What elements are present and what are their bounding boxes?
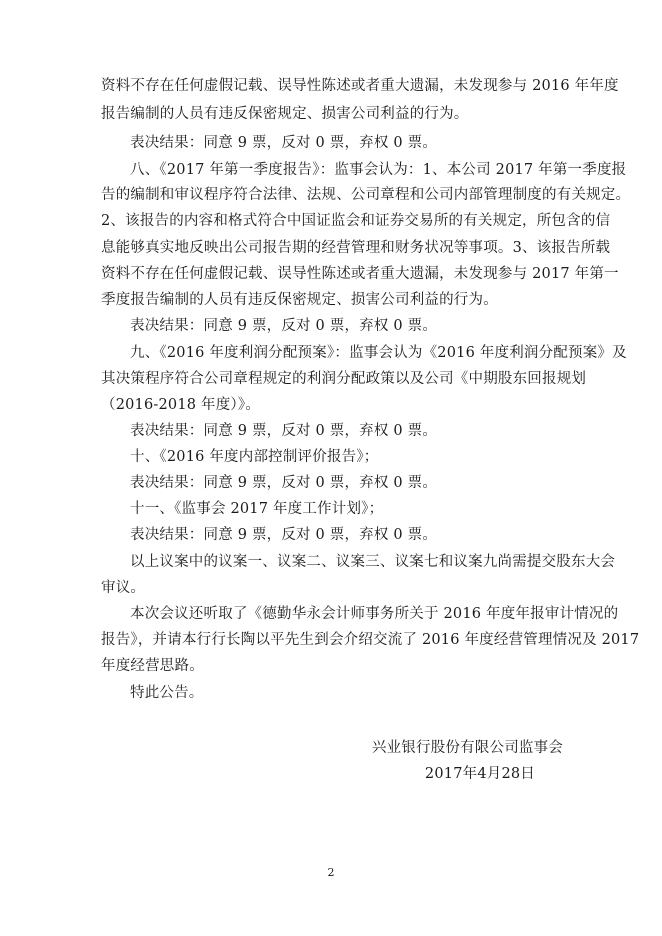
body-line: 审议。 [101, 580, 146, 596]
signature-organization: 兴业银行股份有限公司监事会 [371, 740, 563, 756]
body-line: 资料不存在任何虚假记载、误导性陈述或者重大遗漏，未发现参与 2017 年第一 [101, 266, 619, 282]
signature-date: 2017年4月28日 [424, 766, 535, 782]
shareholder-meeting-note: 以上议案中的议案一、议案二、议案三、议案七和议案九尚需提交股东大会 [130, 554, 616, 570]
vote-result: 表决结果：同意 9 票，反对 0 票，弃权 0 票。 [130, 475, 438, 491]
body-line: 2、该报告的内容和格式符合中国证监会和证券交易所的有关规定，所包含的信 [101, 213, 611, 229]
body-line: 其决策程序符合公司章程规定的利润分配政策以及公司《中期股东回报规划 [101, 371, 587, 387]
vote-result: 表决结果：同意 9 票，反对 0 票，弃权 0 票。 [130, 318, 438, 334]
body-line: 资料不存在任何虚假记载、误导性陈述或者重大遗漏，未发现参与 2016 年年度 [101, 78, 619, 94]
resolution-item-9: 九、《2016 年度利润分配预案》：监事会认为《2016 年度利润分配预案》及 [130, 345, 627, 361]
body-line: 年度经营思路。 [101, 658, 204, 674]
meeting-note: 本次会议还听取了《德勤华永会计师事务所关于 2016 年度年报审计情况的 [130, 606, 619, 622]
body-line: 报告》，并请本行行长陶以平先生到会介绍交流了 2016 年度经营管理情况及 2017 [101, 632, 640, 648]
announcement-closing: 特此公告。 [130, 685, 204, 701]
resolution-item-11: 十一、《监事会 2017 年度工作计划》； [130, 501, 384, 517]
vote-result: 表决结果：同意 9 票，反对 0 票，弃权 0 票。 [130, 527, 438, 543]
body-line: 息能够真实地反映出公司报告期的经营管理和财务状况等事项。3、该报告所载 [101, 240, 611, 256]
resolution-item-10: 十、《2016 年度内部控制评价报告》； [130, 449, 379, 465]
body-line: （2016-2018 年度）》。 [101, 397, 261, 413]
vote-result: 表决结果：同意 9 票，反对 0 票，弃权 0 票。 [130, 423, 438, 439]
page-number: 2 [327, 866, 335, 879]
body-line: 报告编制的人员有违反保密规定、损害公司利益的行为。 [101, 106, 469, 122]
body-line: 告的编制和审议程序符合法律、法规、公司章程和公司内部管理制度的有关规定。 [101, 187, 631, 203]
vote-result: 表决结果：同意 9 票，反对 0 票，弃权 0 票。 [130, 135, 438, 151]
body-line: 季度报告编制的人员有违反保密规定、损害公司利益的行为。 [101, 292, 498, 308]
resolution-item-8: 八、《2017 年第一季度报告》：监事会认为：1、本公司 2017 年第一季度报 [130, 162, 627, 178]
